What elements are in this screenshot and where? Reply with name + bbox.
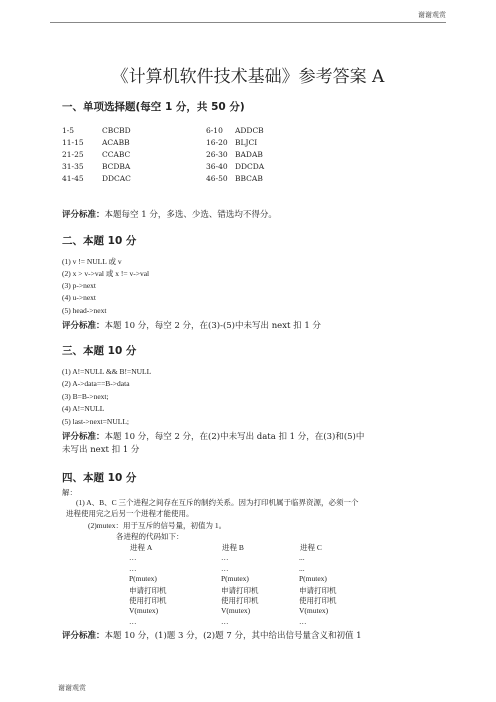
header-divider	[50, 22, 446, 23]
question-range: 36-40	[206, 162, 228, 171]
page-footer-text: 谢谢观赏	[58, 684, 86, 692]
scoring-label: 评分标准：	[62, 321, 105, 331]
answer-part1-line1: (1) A、B、C 三个进程之间存在互斥的制约关系。因为打印机属于临界资源，必须一个	[76, 498, 359, 507]
code-line: V(mutex)	[129, 606, 159, 615]
answer-letters: ADDCB	[235, 126, 264, 135]
page-header-text: 谢谢观赏	[418, 11, 446, 19]
answer-letters: BLJCI	[235, 138, 258, 147]
code-line: 申请打印机	[221, 585, 259, 595]
section4-heading: 四、本题 10 分	[62, 472, 137, 484]
answer-line: (2) A->data==B->data	[62, 379, 130, 389]
question-range: 1-5	[62, 126, 75, 135]
code-line: V(mutex)	[221, 606, 251, 615]
answer-letters: CCABC	[102, 150, 131, 159]
answer-line: (1) A!=NULL && B!=NULL	[62, 367, 152, 376]
code-line: P(mutex)	[221, 574, 249, 584]
answer-part2: (2)mutex：用于互斥的信号量，初值为 1。	[88, 521, 227, 530]
answer-letters: CBCBD	[102, 126, 131, 135]
section2-scoring	[62, 319, 321, 331]
code-line: …	[129, 553, 137, 562]
solution-label: 解：	[62, 488, 77, 497]
code-intro: 各进程的代码如下：	[116, 532, 184, 541]
code-line: 申请打印机	[129, 585, 167, 595]
code-line: ...	[299, 563, 305, 573]
answer-line: (3) p->next	[62, 280, 97, 290]
code-line: …	[299, 616, 307, 626]
code-line: 申请打印机	[299, 585, 337, 595]
section3-scoring-cont: 未写出 next 扣 1 分	[62, 445, 140, 455]
section4-scoring	[62, 629, 362, 641]
code-line: 使用打印机	[299, 596, 337, 606]
code-line: ...	[299, 553, 305, 562]
code-line: …	[221, 616, 229, 626]
process-name: 进程 A	[130, 543, 153, 552]
question-range: 21-25	[62, 150, 84, 159]
scoring-label: 评分标准：	[62, 432, 105, 442]
scoring-label: 评分标准：	[62, 631, 105, 641]
question-range: 46-50	[206, 174, 228, 183]
answer-letters: BADAB	[235, 150, 263, 159]
question-range: 6-10	[206, 126, 223, 135]
answer-line: (4) u->next	[62, 293, 97, 303]
question-range: 16-20	[206, 138, 228, 147]
code-line: P(mutex)	[129, 574, 157, 584]
code-line: V(mutex)	[299, 606, 329, 615]
scoring-text: 本题 10 分，(1)题 3 分，(2)题 7 分，其中给出信号量含义和初值 1	[104, 631, 362, 641]
question-range: 11-15	[62, 138, 84, 147]
question-range: 41-45	[62, 174, 84, 183]
answer-line: (4) A!=NULL	[62, 404, 105, 414]
answer-letters: BBCAB	[235, 174, 263, 183]
code-line: …	[221, 563, 229, 573]
document-title: 《计算机软件技术基础》参考答案 A	[111, 67, 385, 87]
scoring-text: 本题每空 1 分，多选、少选、错选均不得分。	[104, 210, 277, 220]
code-line: 使用打印机	[221, 596, 259, 606]
answer-letters: DDCAC	[102, 174, 131, 183]
answer-line: (3) B=B->next;	[62, 391, 109, 401]
answer-part1-line2: 进程使用完之后另一个进程才能使用。	[66, 509, 194, 518]
scoring-text: 本题 10 分，每空 2 分，在(2)中未写出 data 扣 1 分，在(3)和(5)中	[104, 432, 365, 442]
answer-letters: ACABB	[102, 138, 130, 147]
code-line: …	[129, 563, 137, 573]
answer-letters: BCDBA	[102, 162, 131, 171]
answer-line: (5) last->next=NULL;	[62, 416, 129, 426]
section3-heading: 三、本题 10 分	[62, 345, 137, 357]
answer-letters: DDCDA	[235, 162, 265, 171]
code-line: …	[221, 553, 229, 562]
scoring-text: 本题 10 分，每空 2 分，在(3)-(5)中未写出 next 扣 1 分	[104, 321, 321, 331]
section3-scoring	[62, 430, 364, 442]
answer-line: (2) x > v->val 或 x != v->val	[62, 269, 150, 279]
section2-heading: 二、本题 10 分	[62, 235, 137, 247]
code-line: P(mutex)	[299, 574, 327, 584]
answer-line: (5) head->next	[62, 305, 107, 315]
code-line: …	[129, 616, 137, 626]
process-name: 进程 B	[222, 543, 244, 552]
section1-heading: 一、单项选择题(每空 1 分，共 50 分)	[62, 101, 245, 113]
answer-line: (1) v != NULL 或 v	[62, 257, 122, 266]
code-line: 使用打印机	[129, 596, 167, 606]
process-name: 进程 C	[300, 543, 322, 552]
question-range: 26-30	[206, 150, 228, 159]
section1-scoring	[62, 208, 277, 220]
question-range: 31-35	[62, 162, 84, 171]
scoring-label: 评分标准：	[62, 210, 105, 220]
